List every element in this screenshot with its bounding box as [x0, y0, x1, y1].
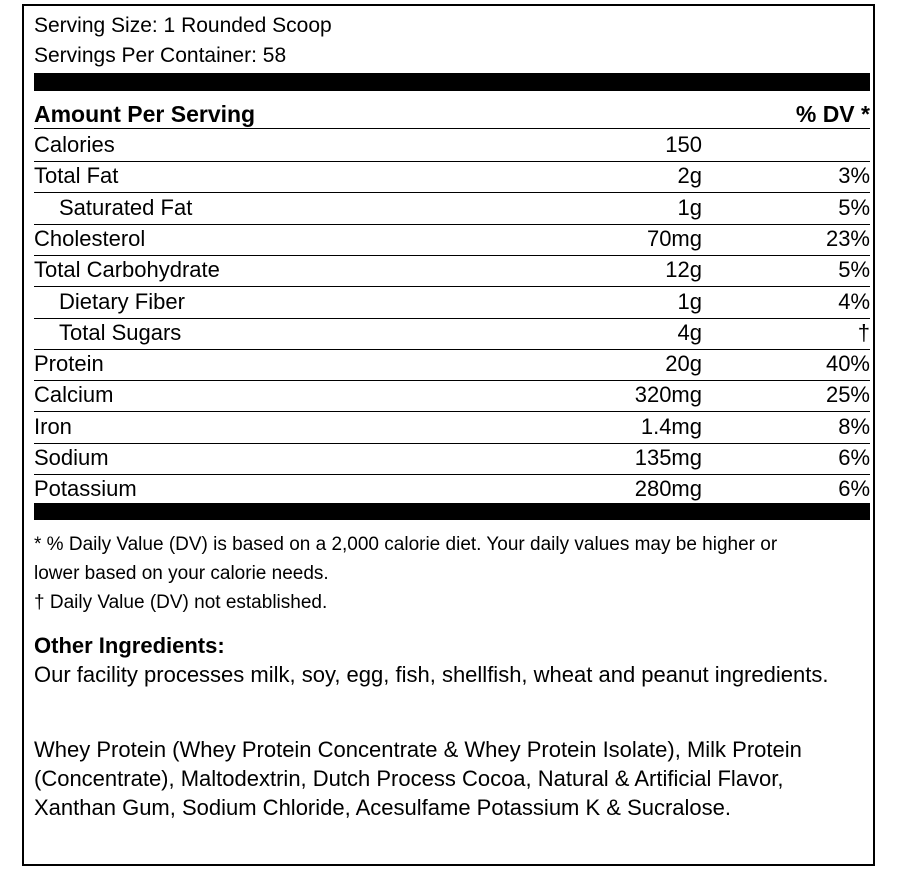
nutrient-name: Saturated Fat: [59, 194, 193, 220]
nutrition-facts-panel: [22, 4, 875, 866]
other-ingredients-heading: Other Ingredients:: [34, 633, 225, 658]
dv-not-established-note: † Daily Value (DV) not established.: [34, 592, 328, 613]
nutrient-amount: 2g: [677, 163, 702, 189]
nutrient-amount: 12g: [665, 257, 702, 283]
dv-footnote-line1: * % Daily Value (DV) is based on a 2,000 calorie diet. Your daily values may be higher or: [34, 534, 778, 555]
nutrient-name: Total Fat: [34, 163, 119, 189]
serving-size: Serving Size: 1 Rounded Scoop: [34, 14, 332, 37]
nutrient-name: Total Carbohydrate: [34, 257, 220, 283]
nutrient-name: Calcium: [34, 382, 114, 408]
nutrient-name: Sodium: [34, 445, 109, 470]
nutrient-row: [34, 255, 870, 287]
nutrient-row: [34, 443, 870, 475]
nutrient-amount: 1g: [677, 194, 702, 220]
dv-footnote-line2: lower based on your calorie needs.: [34, 563, 329, 584]
nutrient-amount: 150: [665, 132, 702, 157]
nutrient-amount: 70mg: [646, 225, 702, 251]
nutrient-daily-value: †: [857, 319, 870, 345]
nutrient-row: [34, 412, 870, 444]
nutrient-row: [34, 349, 870, 381]
nutrient-amount: 1.4mg: [640, 413, 702, 439]
thick-divider-bottom: [34, 503, 870, 520]
servings-per-container: Servings Per Container: 58: [34, 44, 287, 67]
nutrient-amount: 4g: [677, 319, 702, 345]
nutrient-daily-value: 6%: [838, 476, 870, 502]
dv-header-label: % DV *: [795, 101, 870, 127]
nutrient-daily-value: 8%: [838, 413, 870, 439]
nutrient-amount: 320mg: [634, 382, 702, 408]
nutrient-daily-value: 5%: [838, 194, 870, 220]
nutrient-daily-value: 6%: [838, 445, 870, 470]
nutrient-name: Cholesterol: [34, 225, 146, 251]
nutrient-name: Potassium: [34, 476, 137, 502]
nutrient-name: Protein: [34, 351, 104, 377]
nutrient-row: [34, 161, 870, 193]
nutrient-daily-value: 23%: [825, 225, 870, 251]
nutrient-row: [34, 380, 870, 412]
nutrient-row: [34, 224, 870, 256]
facility-allergen-statement: Our facility processes milk, soy, egg, fish, shellfish, wheat and peanut ingredients.: [34, 662, 829, 687]
nutrient-row: [34, 287, 870, 319]
nutrient-name: Calories: [34, 132, 115, 157]
nutrient-name: Total Sugars: [59, 319, 182, 345]
nutrient-row: [34, 193, 870, 225]
nutrient-name: Dietary Fiber: [59, 288, 185, 314]
nutrient-row: [34, 318, 870, 350]
nutrient-row: [34, 474, 870, 505]
nutrient-amount: 1g: [677, 288, 702, 314]
nutrient-amount: 20g: [665, 351, 702, 377]
nutrient-daily-value: 25%: [825, 382, 870, 408]
nutrient-daily-value: 40%: [825, 351, 870, 377]
nutrient-amount: 135mg: [634, 445, 702, 470]
ingredients-list: Whey Protein (Whey Protein Concentrate & Whey Protein Isolate), Milk Protein (Concentrate), Maltodextrin, Dutch Process Cocoa, Natural & Artificial Flavor, Xanthan Gum, Sodium Chloride, Acesulfame Potassium K & Sucralose.: [34, 737, 802, 820]
amount-per-serving-label: Amount Per Serving: [34, 101, 256, 127]
nutrient-amount: 280mg: [634, 476, 702, 502]
thick-divider-top: [34, 73, 870, 91]
nutrient-daily-value: 3%: [838, 163, 870, 189]
nutrient-daily-value: 5%: [838, 257, 870, 283]
amount-header-row: [34, 99, 870, 129]
nutrient-daily-value: 4%: [838, 288, 870, 314]
nutrient-name: Iron: [34, 413, 72, 439]
nutrient-row: [34, 130, 870, 162]
